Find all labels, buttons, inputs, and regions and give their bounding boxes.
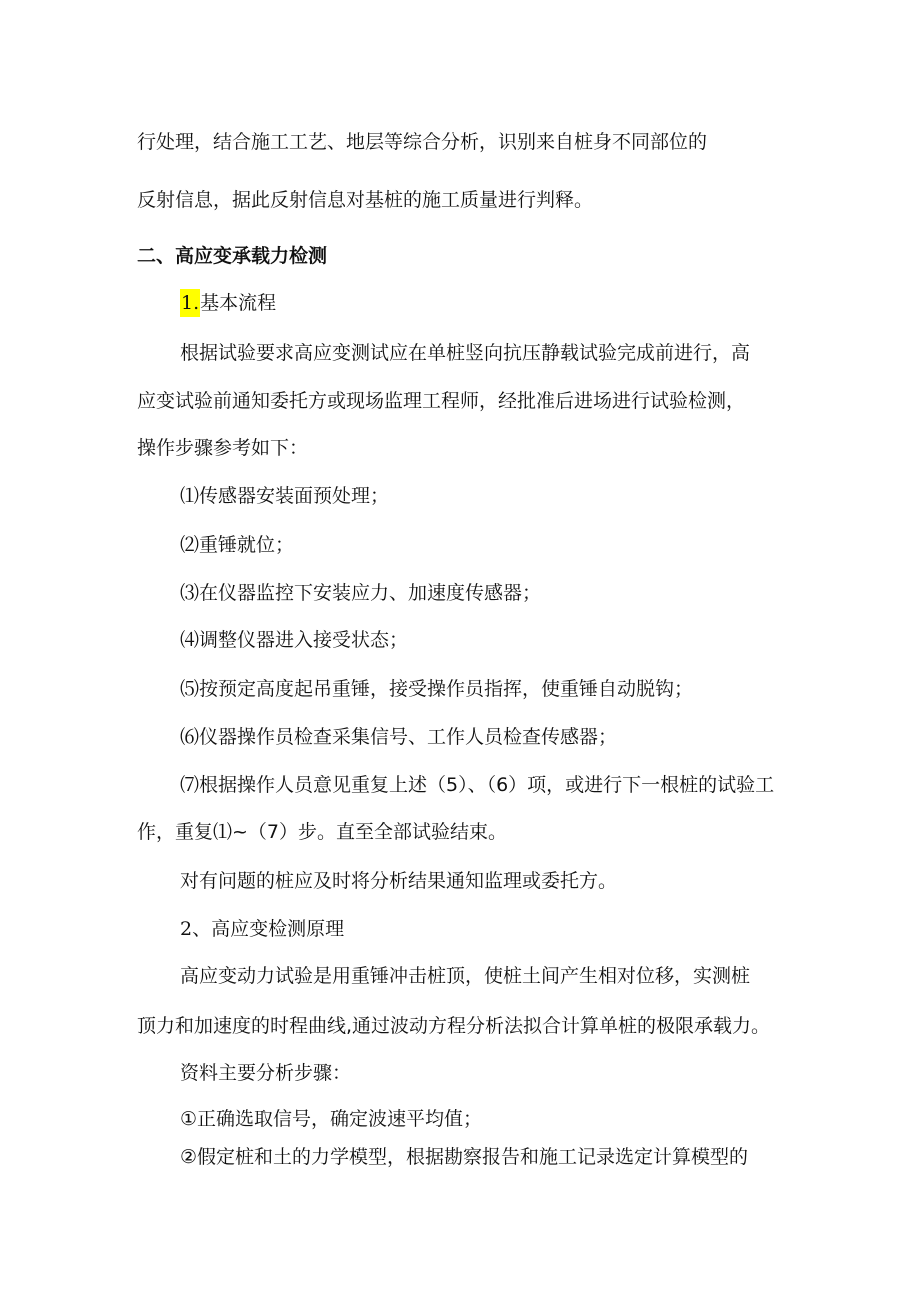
list-item: ②假定桩和土的力学模型，根据勘察报告和施工记录选定计算模型的 xyxy=(180,1146,749,1168)
paragraph-line: 操作步骤参考如下： xyxy=(137,437,309,459)
subsection-heading xyxy=(180,289,276,317)
subsection-heading: 2、高应变检测原理 xyxy=(180,918,345,940)
list-item: ⑺根据操作人员意见重复上述（5）、（6）项，或进行下一根桩的试验工 xyxy=(180,774,775,796)
paragraph-line: 顶力和加速度的时程曲线,通过波动方程分析法拟合计算单桩的极限承载力。 xyxy=(137,1015,771,1037)
list-item: ⑵重锤就位； xyxy=(180,534,295,556)
list-item-continuation: 作，重复⑴~（7）步。直至全部试验结束。 xyxy=(137,821,508,843)
paragraph-line: 根据试验要求高应变测试应在单桩竖向抗压静载试验完成前进行，高 xyxy=(180,342,751,364)
paragraph-line: 行处理，结合施工工艺、地层等综合分析，识别来自桩身不同部位的 xyxy=(137,131,708,153)
highlighted-number: 1. xyxy=(180,289,200,317)
list-item: ⑴传感器安装面预处理； xyxy=(180,485,390,507)
paragraph-line: 应变试验前通知委托方或现场监理工程师，经批准后进场进行试验检测， xyxy=(137,390,746,412)
paragraph-line: 资料主要分析步骤： xyxy=(180,1062,352,1084)
paragraph-line: 对有问题的桩应及时将分析结果通知监理或委托方。 xyxy=(180,870,618,892)
paragraph-line: 反射信息，据此反射信息对基桩的施工质量进行判释。 xyxy=(137,189,594,211)
paragraph-line: 高应变动力试验是用重锤冲击桩顶，使桩土间产生相对位移，实测桩 xyxy=(180,965,751,987)
list-item: ⑸按预定高度起吊重锤，接受操作员指挥，使重锤自动脱钩； xyxy=(180,678,694,700)
list-item: ⑷调整仪器进入接受状态； xyxy=(180,629,409,651)
section-heading: 二、高应变承载力检测 xyxy=(137,245,328,267)
subsection-title: 基本流程 xyxy=(200,292,277,314)
list-item: ⑶在仪器监控下安装应力、加速度传感器； xyxy=(180,582,542,604)
list-item: ⑹仪器操作员检查采集信号、工作人员检查传感器； xyxy=(180,726,618,748)
list-item: ①正确选取信号，确定波速平均值； xyxy=(180,1108,483,1130)
